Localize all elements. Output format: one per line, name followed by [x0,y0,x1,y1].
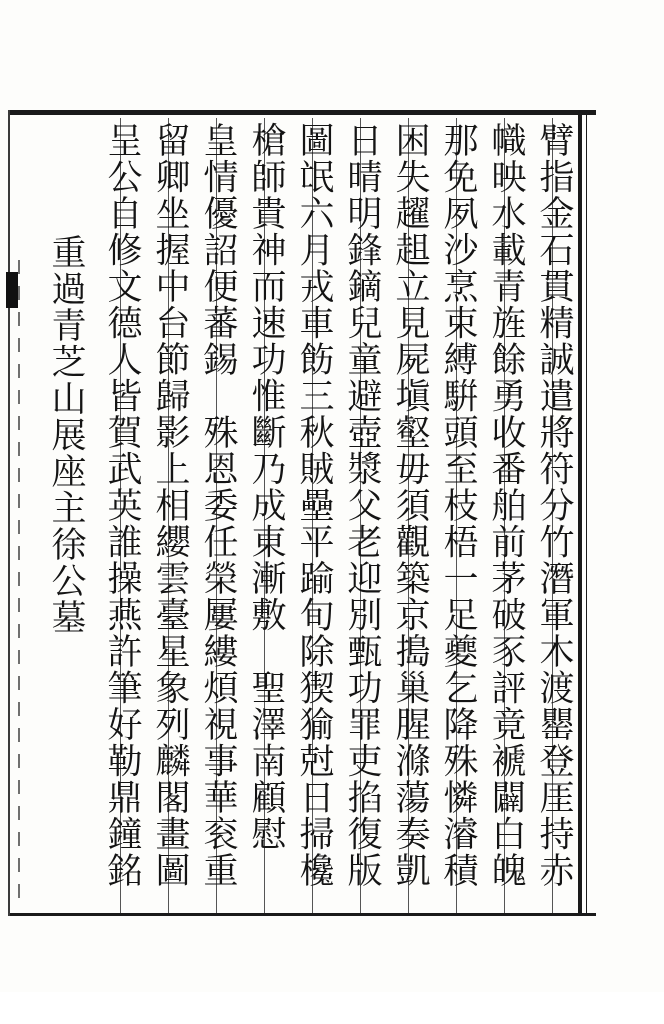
fish-tail-mark [6,272,18,308]
center-fold-line [18,260,20,900]
text-column [340,122,384,912]
text-column [244,122,288,912]
frame-right-border [578,110,582,916]
poem-title-column [44,234,88,1024]
column-text: 日晴明鋒鏑兒童避壺漿父老迎別甄功罪吏掐復版 [342,122,382,889]
text-column [100,122,144,912]
column-text: 困失趯趄立見屍塡壑毋須觀築京搗巢腥滌蕩奏凱 [390,122,430,889]
column-text: 臂指金石貫精誠遣將符分竹潛軍木渡罌登厓持赤 [534,122,574,889]
text-column [148,122,192,912]
column-text: 圖氓六月戎車飭三秋賊壘平踰旬除猰㺄尅日掃欃 [294,122,334,889]
column-text: 皇情優詔便蕃錫 殊恩委任榮屢縷煩視事華衮重 [198,122,238,889]
frame-bottom-border [8,913,596,916]
text-column [436,122,480,912]
column-text: 槍師貴神而速功惟斷乃成東漸敷 聖澤南顧慰 [246,122,286,852]
frame-left-border [8,110,10,916]
column-text: 幟映水載青旌餘勇收番舶前茅破豕評竟褫闢白魄 [486,122,526,889]
column-text: 呈公自修文德人皆賀武英誰操燕許筆好勒鼎鐘銘 [102,122,142,889]
frame-top-border [8,110,596,115]
column-text: 留卿坐握中台節歸影上相纓雲臺星象列麟閣畫圖 [150,122,190,889]
text-column [196,122,240,912]
text-column [532,122,576,912]
frame-right-outer-border [586,110,587,916]
text-column [292,122,336,912]
column-text: 那免夙沙烹束縛騈頭至枝梧一足夔乞降殊憐濬積 [438,122,478,889]
text-column [484,122,528,912]
poem-title: 重過青芝山展座主徐公墓 [46,234,86,636]
text-column [388,122,432,912]
